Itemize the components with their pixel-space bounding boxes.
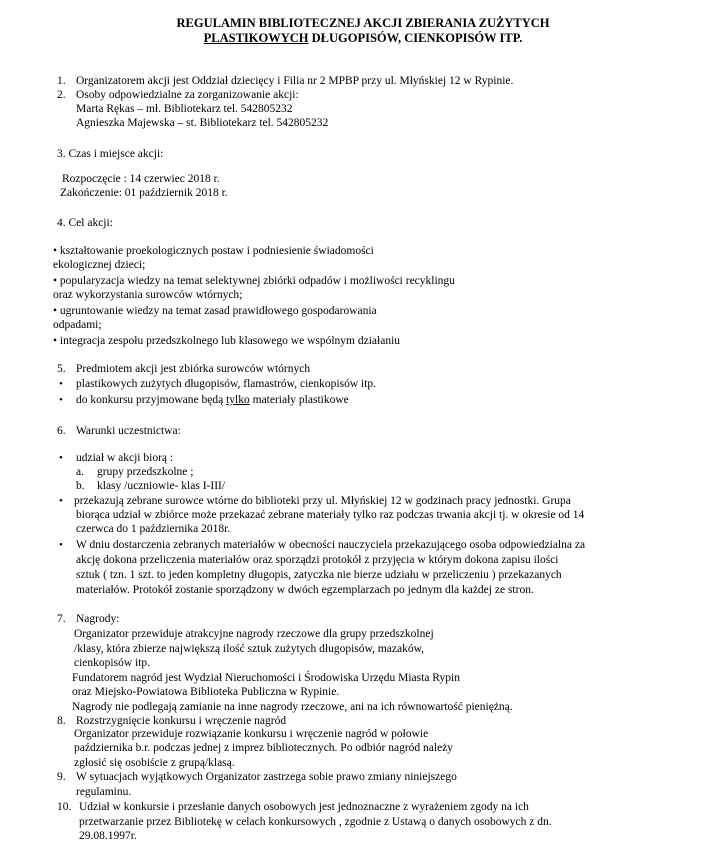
item-10-line-3: 29.08.1997r. <box>79 830 137 842</box>
sub-item-a-text: grupy przedszkolne ; <box>97 466 194 478</box>
item-6-bullet-2-line: czerwca do 1 października 2018r. <box>76 523 231 535</box>
prizes-line: oraz Miejsko-Powiatowa Biblioteka Publiczna w Rypinie. <box>72 686 340 698</box>
goal-line: oraz wykorzystania surowców wtórnych; <box>53 289 243 301</box>
prizes-line: Organizator przewiduje atrakcyjne nagrody rzeczowe dla grupy przedszkolnej <box>74 628 434 640</box>
item-2-number: 2. <box>57 89 66 101</box>
document-title-line2 <box>0 31 726 46</box>
goal-line: • integracja zespołu przedszkolnego lub klasowego we wspólnym działaniu <box>53 335 401 347</box>
goal-line: ekologicznej dzieci; <box>53 259 146 271</box>
sub-item-b-label: b. <box>76 480 85 492</box>
award-line: października b.r. podczas jednej z imprez bibliotecznych. Po odbiór nagród należy <box>74 742 454 754</box>
item-6-bullet-3-line: sztuk ( tzn. 1 szt. to jeden kompletny długopis, zatyczka nie bierze udziału w przeliczeniu ) przekazanych <box>76 569 562 581</box>
sub-item-a-label: a. <box>76 466 84 478</box>
item-6-number: 6. <box>57 425 66 437</box>
item-6-bullet-3-line: materiałów. Protokół zostanie sporządzony w dwóch egzemplarzach po jednym dla każdej ze stron. <box>76 584 534 596</box>
goal-line: • ugruntowanie wiedzy na temat zasad prawidłowego gospodarowania <box>53 305 377 317</box>
item-3-heading: 3. Czas i miejsce akcji: <box>57 148 164 160</box>
award-line: zgłosić się osobiście z grupą/klasą. <box>74 757 235 769</box>
item-10-number: 10. <box>57 801 72 813</box>
item-10-text: Udział w konkursie i przesłanie danych osobowych jest jednoznaczne z wyrażeniem zgody na ich <box>79 801 529 813</box>
item-4-heading: 4. Cel akcji: <box>57 217 113 229</box>
end-date: Zakończenie: 01 październik 2018 r. <box>60 187 228 199</box>
item-9-line-2: regulaminu. <box>76 786 132 798</box>
sub-item-b-text: klasy /uczniowie- klas I-III/ <box>97 480 226 492</box>
item-5-bullet-1: plastikowych zużytych długopisów, flamastrów, cienkopisów itp. <box>76 378 377 390</box>
item-6-bullet-3-line: W dniu dostarczenia zebranych materiałów w obecności nauczyciela przekazującego osoba odpowiedzialna za <box>76 539 586 551</box>
award-line: Organizator przewiduje rozwiązanie konkursu i wręczenie nagród w połowie <box>74 728 429 740</box>
item-6-bullet-2-line: biorąca udział w zbiórce może przekazać zebrane materiały tylko raz podczas trwania akcji tj. w okresie od 14 <box>76 509 585 521</box>
item-1-text: Organizatorem akcji jest Oddział dziecięcy i Filia nr 2 MPBP przy ul. Młyńskiej 12 w Rypinie. <box>76 75 514 87</box>
item-2-text: Osoby odpowiedzialne za zorganizowanie akcji: <box>76 89 299 101</box>
item-9-number: 9. <box>57 771 66 783</box>
bullet-icon: • <box>59 378 63 390</box>
title-rest: DŁUGOPISÓW, CIENKOPISÓW ITP. <box>308 31 523 45</box>
bullet-icon: • <box>59 495 63 507</box>
item-8-text: Rozstrzygnięcie konkursu i wręczenie nagród <box>76 715 287 727</box>
bullet-icon: • <box>59 539 63 551</box>
bullet-icon: • <box>59 394 63 406</box>
goal-line: odpadami; <box>53 319 102 331</box>
prizes-line: Nagrody nie podlegają zamianie na inne nagrody rzeczowe, ani na ich równowartość pieniężną. <box>72 701 513 713</box>
prizes-line: cienkopisów itp. <box>74 657 151 669</box>
item-9-text: W sytuacjach wyjątkowych Organizator zastrzega sobie prawo zmiany niniejszego <box>76 771 457 783</box>
prizes-line: /klasy, która zbierze największą ilość sztuk zużytych długopisów, mazaków, <box>74 643 424 655</box>
item-1-number: 1. <box>57 75 66 87</box>
item-8-number: 8. <box>57 715 66 727</box>
item-6-bullet-1: udział w akcji biorą : <box>76 452 174 464</box>
item-10-line-2: przetwarzanie przez Bibliotekę w celach konkursowych , zgodnie z Ustawą o danych osobowych z dn. <box>79 816 552 828</box>
prizes-line: Fundatorem nagród jest Wydział Nieruchomości i Środowiska Urzędu Miasta Rypin <box>72 672 460 684</box>
bullet-2-pre: do konkursu przyjmowane będą <box>76 394 227 406</box>
item-6-bullet-2-line: przekazują zebrane surowce wtórne do biblioteki przy ul. Młyńskiej 12 w godzinach pracy jednostki. Grupa <box>74 495 571 507</box>
item-7-text: Nagrody: <box>76 613 120 625</box>
title-underlined-word: PLASTIKOWYCH <box>203 31 309 45</box>
bullet-2-underlined: tylko <box>226 394 250 406</box>
item-6-text: Warunki uczestnictwa: <box>76 425 181 437</box>
item-5-bullet-2 <box>76 393 349 407</box>
bullet-2-post: materiały plastikowe <box>249 394 349 406</box>
bullet-icon: • <box>59 452 63 464</box>
goal-line: • popularyzacja wiedzy na temat selektywnej zbiórki odpadów i możliwości recyklingu <box>53 275 455 287</box>
item-6-bullet-3-line: akcję dokona przeliczenia materiałów oraz sporządzi protokół z przyjęcia w którym dokona zapisu ilości <box>76 554 559 566</box>
item-5-number: 5. <box>57 363 66 375</box>
goal-line: • kształtowanie proekologicznych postaw i podniesienie świadomości <box>53 245 374 257</box>
item-7-number: 7. <box>57 613 66 625</box>
start-date: Rozpoczęcie : 14 czerwiec 2018 r. <box>62 173 220 185</box>
document-title-line1: REGULAMIN BIBLIOTECZNEJ AKCJI ZBIERANIA ZUŻYTYCH <box>176 16 550 30</box>
contact-person-1: Marta Rękas – mł. Bibliotekarz tel. 542805232 <box>76 103 293 115</box>
item-5-text: Predmiotem akcji jest zbiórka surowców wtórnych <box>76 363 311 375</box>
contact-person-2: Agnieszka Majewska – st. Bibliotekarz tel. 542805232 <box>76 117 329 129</box>
